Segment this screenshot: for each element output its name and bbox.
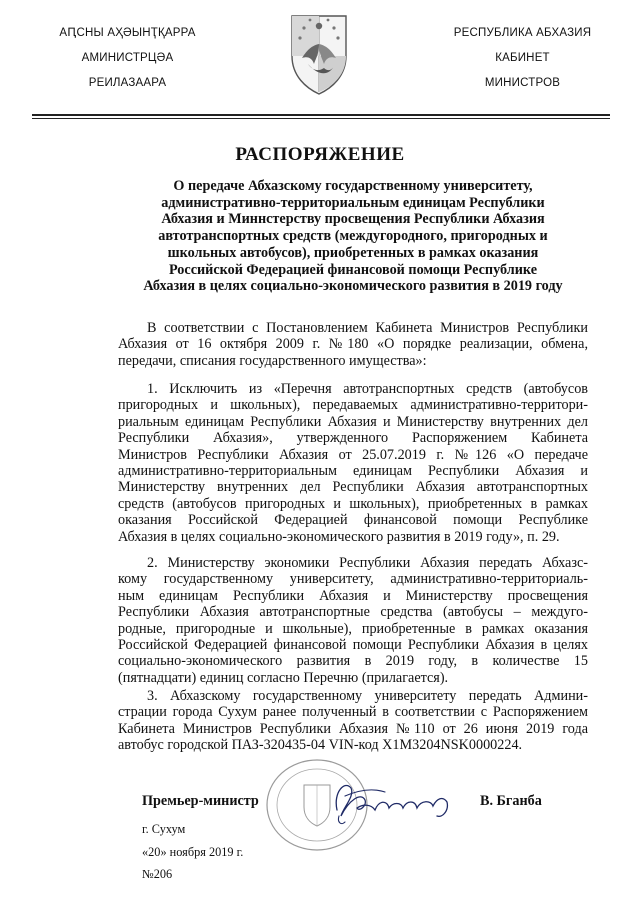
preamble-line: Абхазия от 16 октября 2009 г. №180 «О порядке реализации, обмена, bbox=[118, 336, 588, 353]
item-1-line: оказания Российской Федерацией финансовой помощи Республике bbox=[118, 512, 588, 529]
footer-city: г. Сухум bbox=[142, 822, 186, 836]
item-1-line: Республики Абхазия», утвержденного Распоряжением Кабинета bbox=[118, 430, 588, 447]
preamble-paragraph bbox=[118, 320, 588, 369]
item-3-line: автобус городской ПАЗ-320435-04 VIN-код X1M3204NSK0000224. bbox=[118, 737, 523, 754]
item-1-line: Министров Республики Абхазия от 25.07.2019 г. №126 «О передаче bbox=[118, 446, 588, 463]
item-1-line: Абхазия в целях социально-экономического развития в 2019 году», п. 29. bbox=[118, 528, 560, 545]
item-1-line: 1. Исключить из «Перечня автотранспортных средств (автобусов bbox=[147, 381, 588, 397]
item-1-paragraph bbox=[118, 381, 588, 545]
subject-line: автотранспортных средств (междугородного, пригородных и bbox=[158, 228, 548, 245]
coat-of-arms-icon bbox=[286, 12, 352, 96]
item-2-line: социально-экономического развития в 2019 году, в количестве 15 bbox=[118, 653, 588, 670]
item-2-paragraph bbox=[118, 555, 588, 686]
subject-line: Абхазия в целях социально-экономического развития в 2019 году bbox=[143, 278, 563, 295]
signatory-title: Премьер-министр bbox=[142, 793, 259, 809]
item-2-line: родные, пригородные и школьные), приобретенные в рамках оказания bbox=[118, 620, 588, 637]
header-divider-thin bbox=[32, 118, 610, 119]
item-3-line: 3. Абхазскому государственному университету передать Админи- bbox=[147, 688, 588, 704]
item-3-line: Кабинета Министров Республики Абхазия №110 от 26 июня 2019 года bbox=[118, 720, 588, 737]
item-2-line: 2. Министерству экономики Республики Абхазия передать Абхазс- bbox=[147, 555, 588, 571]
item-1-line: пригородных и школьных), передаваемых административно-территори- bbox=[118, 397, 588, 414]
footer-number: №206 bbox=[142, 867, 173, 881]
item-1-line: средств (автобусов пригородных и школьных), приобретенных в рамках bbox=[118, 495, 588, 512]
header-left-line-1: АԤСНЫ АҲӘЫНҬҚАРРА bbox=[59, 27, 196, 39]
subject-line: Абхазия и Миннстерству просвещения Республики Абхазия bbox=[161, 211, 545, 228]
header-right-block bbox=[440, 24, 605, 99]
subject-line: Российской Федерацией финансовой помощи Республике bbox=[168, 261, 537, 278]
footer-date: «20» ноября 2019 г. bbox=[142, 845, 244, 859]
header-left-line-3: РЕИЛАЗААРА bbox=[88, 77, 167, 89]
item-3-paragraph bbox=[118, 688, 588, 754]
item-1-line: Министерству внутренних дел Республики Абхазия автотранспортных bbox=[118, 479, 588, 496]
item-2-line: кому государственному университету, административно-территориаль- bbox=[118, 571, 588, 588]
header-left-block bbox=[40, 24, 215, 99]
item-2-line: Республики Абхазия автотранспортные средства (автобусы – междуго- bbox=[118, 604, 588, 621]
header-left-line-2: АМИНИСТРЦӘА bbox=[81, 52, 174, 64]
subject-line: административно-территориальным единицам Республики bbox=[161, 194, 545, 211]
preamble-line: передачи, списания государственного имущества»: bbox=[118, 352, 427, 369]
header-right-line-1: РЕСПУБЛИКА АБХАЗИЯ bbox=[453, 27, 592, 39]
item-3-line: страции города Сухум ранее полученный в соответствии с Распоряжением bbox=[118, 704, 588, 721]
item-2-line: (пятнадцати) единиц согласно Перечню (прилагается). bbox=[118, 669, 449, 686]
header-right-line-3: МИНИСТРОВ bbox=[484, 77, 561, 89]
document-type-title: РАСПОРЯЖЕНИЕ bbox=[235, 144, 405, 165]
handwritten-signature-icon bbox=[315, 770, 470, 840]
subject-line: О передаче Абхазскому государственному университету, bbox=[173, 178, 533, 194]
subject-line: школьных автобусов), приобретенных в рамках оказания bbox=[167, 244, 539, 261]
item-2-line: Российской Федерацией финансовой помощи Республики Абхазия в целях bbox=[118, 636, 588, 653]
header-divider-thick bbox=[32, 114, 610, 116]
item-1-line: риальным единицам Республики Абхазия и Министерству внутренних дел bbox=[118, 413, 588, 430]
header-right-line-2: КАБИНЕТ bbox=[495, 52, 550, 64]
item-2-line: ным единицам Республики Абхазия и Министерству просвещения bbox=[118, 587, 588, 604]
item-1-line: административно-территориальным единицам Республики Абхазия и bbox=[118, 462, 588, 479]
signatory-name: В. Бганба bbox=[480, 793, 542, 809]
preamble-line: В соответствии с Постановлением Кабинета Министров Республики bbox=[147, 320, 588, 336]
document-subject bbox=[118, 178, 588, 295]
